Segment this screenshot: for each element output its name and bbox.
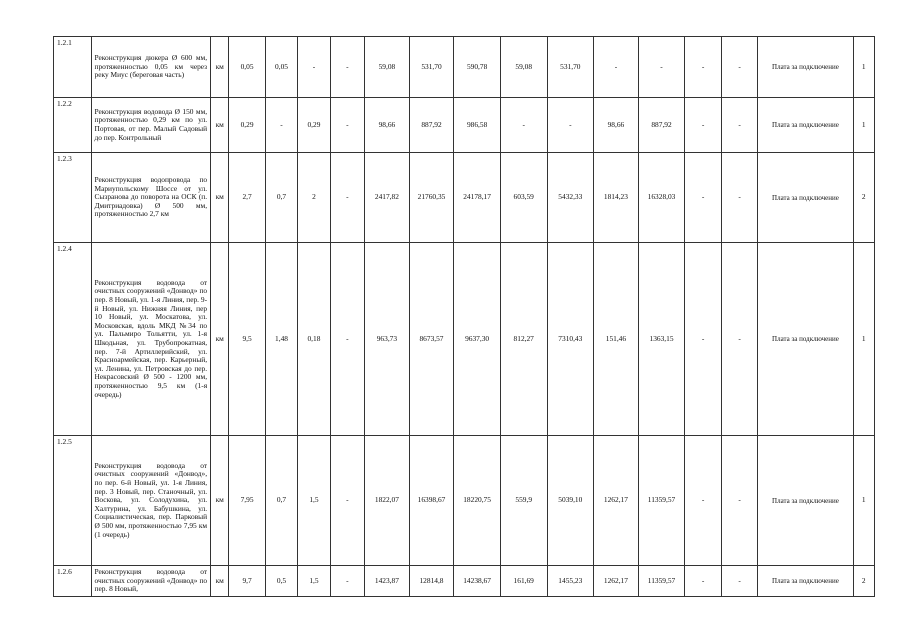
item-number-cell: 1.2.6 (54, 566, 92, 597)
v7-cell: 11359,57 (638, 436, 685, 566)
table-row (54, 436, 875, 566)
v3-cell: 24178,17 (454, 153, 501, 243)
c3-cell: - (298, 37, 330, 98)
c3-cell: 0,18 (298, 243, 330, 436)
table-row (54, 98, 875, 153)
v2-cell: 8673,57 (409, 243, 454, 436)
n-cell: 1 (853, 98, 874, 153)
v8-cell: - (685, 153, 721, 243)
v6-cell: - (594, 37, 639, 98)
v8-cell: - (685, 436, 721, 566)
c4-cell: - (330, 98, 364, 153)
v8-cell: - (685, 566, 721, 597)
v7-cell: 11359,57 (638, 566, 685, 597)
description-cell: Реконструкция водовода от очистных сооружений «Донвод», по пер. 6-й Новый, ул. 1-я Линия, пер. 3 Новый, пер. Станочный, ул. Воскова, ул. Солодухина, ул. Халтурина, ул. Бабушкина, ул. Социалистическая, пер. Парковый Ø 500 мм, протяженностью 7,95 км (1 очередь) (91, 436, 211, 566)
v1-cell: 1822,07 (365, 436, 410, 566)
c1-cell: 0,29 (229, 98, 265, 153)
unit-cell: км (211, 566, 229, 597)
c4-cell: - (330, 153, 364, 243)
v9-cell: - (721, 566, 757, 597)
n-cell: 1 (853, 436, 874, 566)
c1-cell: 9,5 (229, 243, 265, 436)
c2-cell: 0,7 (265, 153, 297, 243)
n-cell: 1 (853, 37, 874, 98)
v4-cell: - (500, 98, 547, 153)
v5-cell: 531,70 (547, 37, 594, 98)
v4-cell: 559,9 (500, 436, 547, 566)
v2-cell: 21760,35 (409, 153, 454, 243)
c2-cell: 0,5 (265, 566, 297, 597)
v5-cell: 7310,43 (547, 243, 594, 436)
c3-cell: 2 (298, 153, 330, 243)
source-cell: Плата за подключение (758, 37, 853, 98)
v2-cell: 531,70 (409, 37, 454, 98)
item-number-cell: 1.2.5 (54, 436, 92, 566)
c2-cell: 0,7 (265, 436, 297, 566)
item-number-cell: 1.2.1 (54, 37, 92, 98)
v7-cell: 887,92 (638, 98, 685, 153)
unit-cell: км (211, 98, 229, 153)
source-cell: Плата за подключение (758, 98, 853, 153)
source-cell: Плата за подключение (758, 436, 853, 566)
table-row (54, 37, 875, 98)
v2-cell: 887,92 (409, 98, 454, 153)
v9-cell: - (721, 37, 757, 98)
c3-cell: 1,5 (298, 566, 330, 597)
v3-cell: 986,58 (454, 98, 501, 153)
c4-cell: - (330, 436, 364, 566)
v6-cell: 98,66 (594, 98, 639, 153)
v5-cell: 5039,10 (547, 436, 594, 566)
v8-cell: - (685, 37, 721, 98)
v3-cell: 18220,75 (454, 436, 501, 566)
v4-cell: 59,08 (500, 37, 547, 98)
table-body (54, 37, 875, 597)
item-number-cell: 1.2.2 (54, 98, 92, 153)
description-cell: Реконструкция водопровода по Мариупольскому Шоссе от ул. Сызранова до поворота на ОСК (п. Дмитриадовка) Ø 500 мм, протяженностью 2,7 км (91, 153, 211, 243)
unit-cell: км (211, 436, 229, 566)
n-cell: 2 (853, 566, 874, 597)
v9-cell: - (721, 436, 757, 566)
description-cell: Реконструкция водовода Ø 150 мм, протяженностью 0,29 км по ул. Портовая, от пер. Малый Садовый до пер. Контрольный (91, 98, 211, 153)
v1-cell: 2417,82 (365, 153, 410, 243)
v9-cell: - (721, 153, 757, 243)
c2-cell: 1,48 (265, 243, 297, 436)
v9-cell: - (721, 98, 757, 153)
v1-cell: 98,66 (365, 98, 410, 153)
c3-cell: 0,29 (298, 98, 330, 153)
v5-cell: 1455,23 (547, 566, 594, 597)
source-cell: Плата за подключение (758, 566, 853, 597)
n-cell: 1 (853, 243, 874, 436)
table-row (54, 566, 875, 597)
v5-cell: 5432,33 (547, 153, 594, 243)
v2-cell: 16398,67 (409, 436, 454, 566)
unit-cell: км (211, 243, 229, 436)
unit-cell: км (211, 153, 229, 243)
table-row (54, 153, 875, 243)
v7-cell: 1363,15 (638, 243, 685, 436)
v5-cell: - (547, 98, 594, 153)
v1-cell: 1423,87 (365, 566, 410, 597)
v6-cell: 1262,17 (594, 436, 639, 566)
c1-cell: 7,95 (229, 436, 265, 566)
c2-cell: 0,05 (265, 37, 297, 98)
v6-cell: 1262,17 (594, 566, 639, 597)
v9-cell: - (721, 243, 757, 436)
v3-cell: 590,78 (454, 37, 501, 98)
v4-cell: 812,27 (500, 243, 547, 436)
v4-cell: 603,59 (500, 153, 547, 243)
c4-cell: - (330, 243, 364, 436)
source-cell: Плата за подключение (758, 153, 853, 243)
v3-cell: 14238,67 (454, 566, 501, 597)
investment-table (53, 36, 875, 597)
description-cell: Реконструкция дюкера Ø 600 мм, протяженностью 0,05 км через реку Миус (береговая часть) (91, 37, 211, 98)
source-cell: Плата за подключение (758, 243, 853, 436)
c4-cell: - (330, 37, 364, 98)
v6-cell: 151,46 (594, 243, 639, 436)
c1-cell: 0,05 (229, 37, 265, 98)
item-number-cell: 1.2.4 (54, 243, 92, 436)
c3-cell: 1,5 (298, 436, 330, 566)
v1-cell: 59,08 (365, 37, 410, 98)
unit-cell: км (211, 37, 229, 98)
n-cell: 2 (853, 153, 874, 243)
v6-cell: 1814,23 (594, 153, 639, 243)
description-cell: Реконструкция водовода от очистных сооружений «Донвод» по пер. 8 Новый, (91, 566, 211, 597)
v7-cell: 16328,03 (638, 153, 685, 243)
v8-cell: - (685, 243, 721, 436)
c1-cell: 2,7 (229, 153, 265, 243)
c2-cell: - (265, 98, 297, 153)
v2-cell: 12814,8 (409, 566, 454, 597)
description-cell: Реконструкция водовода от очистных сооружений «Донвод» по пер. 8 Новый, ул. 1-я Линия, пер. 9-й Новый, ул. Нижняя Линия, пер 10 Новый, ул. Москатова, ул. Московская, вдоль МКД №34 по ул. Пальмиро Тольятти, ул. 1-я Шкодьная, ул. Трубопрокатная, пер. 7-й Артиллерийский, ул. Красноармейская, пер. Карьерный, ул. Ленина, ул. Петровская до пер. Некрасовский Ø 500 - 1200 мм, протяженностью 9,5 км (1-я очередь) (91, 243, 211, 436)
v7-cell: - (638, 37, 685, 98)
v8-cell: - (685, 98, 721, 153)
c4-cell: - (330, 566, 364, 597)
v3-cell: 9637,30 (454, 243, 501, 436)
item-number-cell: 1.2.3 (54, 153, 92, 243)
v4-cell: 161,69 (500, 566, 547, 597)
c1-cell: 9,7 (229, 566, 265, 597)
table-row (54, 243, 875, 436)
v1-cell: 963,73 (365, 243, 410, 436)
